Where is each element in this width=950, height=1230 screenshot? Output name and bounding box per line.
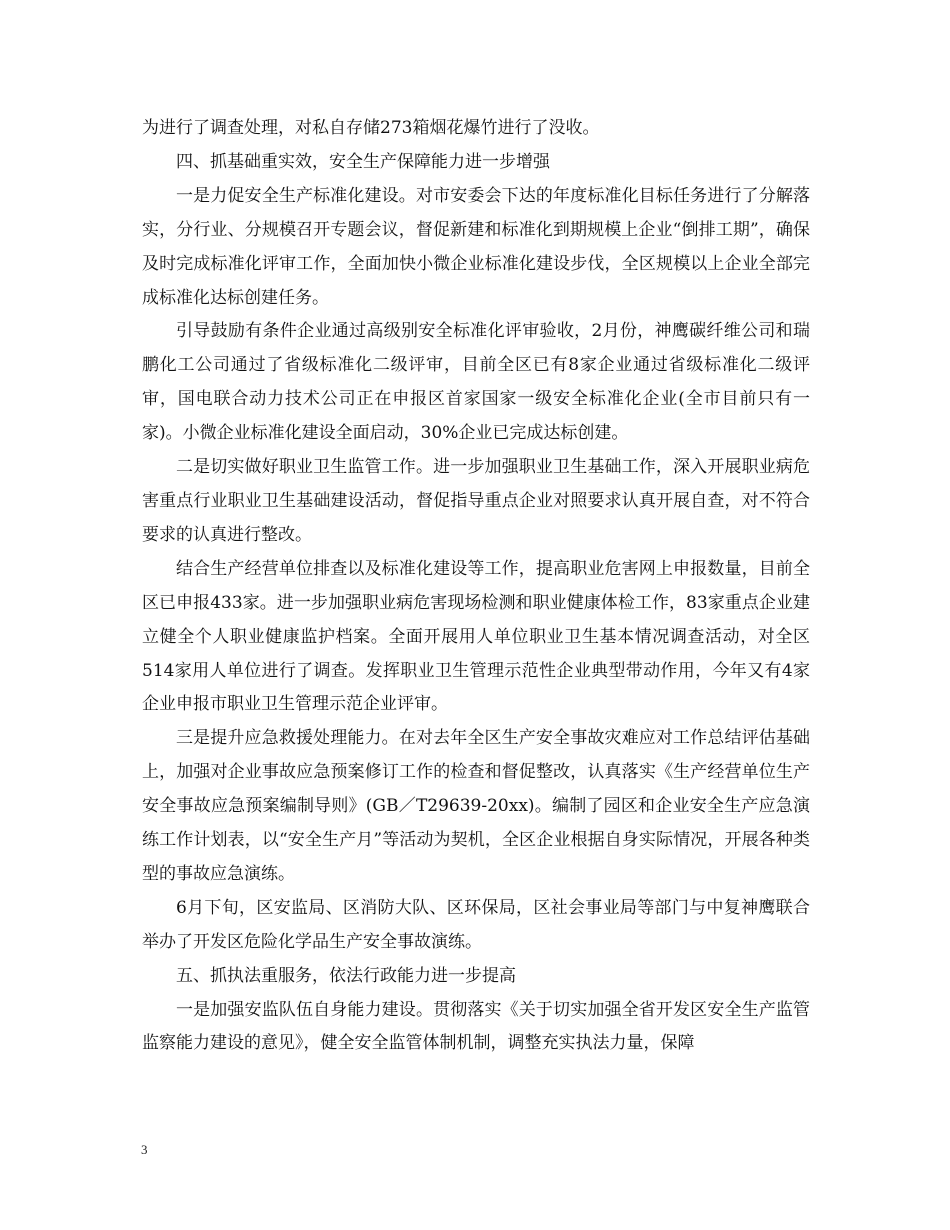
page-number: 3 xyxy=(141,1142,148,1157)
paragraph-continuation: 为进行了调查处理，对私自存储273箱烟花爆竹进行了没收。 xyxy=(142,118,600,138)
section-heading-five: 五、抓执法重服务，依法行政能力进一步提高 xyxy=(176,965,516,986)
paragraph-emergency-rescue: 三是提升应急救援处理能力。在对去年全区生产安全事故灾难应对工作总结评估基础上，加强对企业事故应急预案修订工作的检查和督促整改，认真落实《生产经营单位生产安全事故应急预案编制导则》(GB／T29639-20xx)。编制了园区和企业安全生产应急演练工作计划表，以“安全生产月”等活动为契机，全区企业根据自身实际情况，开展各种类型的事故应急演练。 xyxy=(142,728,810,884)
paragraph-drill: 6月下旬，区安监局、区消防大队、区环保局，区社会事业局等部门与中复神鹰联合举办了开发区危险化学品生产安全事故演练。 xyxy=(142,897,810,952)
document-body xyxy=(142,112,810,1061)
paragraph-team-capacity: 一是加强安监队伍自身能力建设。贯彻落实《关于切实加强全省开发区安全生产监管监察能力建设的意见》，健全安全监管体制机制，调整充实执法力量，保障 xyxy=(142,999,810,1054)
paragraph-hazard-reporting: 结合生产经营单位排查以及标准化建设等工作，提高职业危害网上申报数量，目前全区已申报433家。进一步加强职业病危害现场检测和职业健康体检工作，83家重点企业建立健全个人职业健康监护档案。全面开展用人单位职业卫生基本情况调查活动，对全区514家用人单位进行了调查。发挥职业卫生管理示范性企业典型带动作用，今年又有4家企业申报市职业卫生管理示范企业评审。 xyxy=(142,558,810,715)
paragraph-advanced-review: 引导鼓励有条件企业通过高级别安全标准化评审验收，2月份，神鹰碳纤维公司和瑞鹏化工公司通过了省级标准化二级评审，目前全区已有8家企业通过省级标准化二级评审，国电联合动力技术公司正在申报区首家国家一级安全标准化企业(全市目前只有一家)。小微企业标准化建设全面启动，30%企业已完成达标创建。 xyxy=(142,321,810,444)
section-heading-four: 四、抓基础重实效，安全生产保障能力进一步增强 xyxy=(176,151,550,172)
paragraph-occupational-health: 二是切实做好职业卫生监管工作。进一步加强职业卫生基础工作，深入开展职业病危害重点行业职业卫生基础建设活动，督促指导重点企业对照要求认真开展自查，对不符合要求的认真进行整改。 xyxy=(142,457,810,545)
paragraph-standardization: 一是力促安全生产标准化建设。对市安委会下达的年度标准化目标任务进行了分解落实，分行业、分规模召开专题会议，督促新建和标准化到期规模上企业“倒排工期”，确保及时完成标准化评审工作，全面加快小微企业标准化建设步伐，全区规模以上企业全部完成标准化达标创建任务。 xyxy=(142,185,810,308)
